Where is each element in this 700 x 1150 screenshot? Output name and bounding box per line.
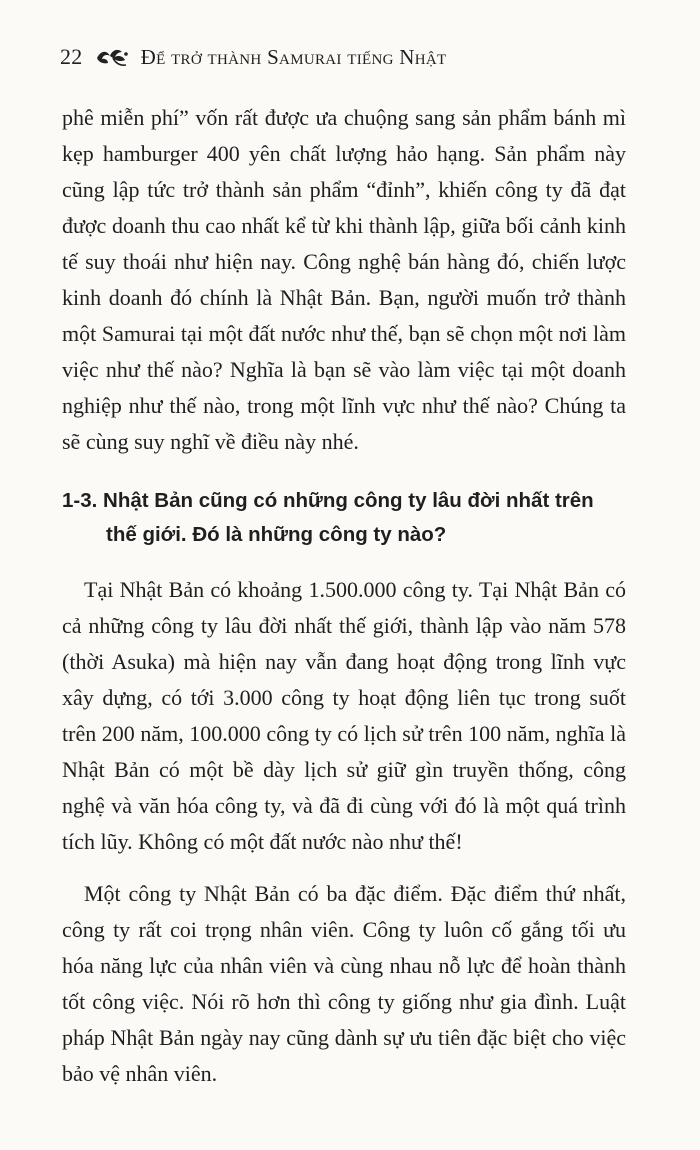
- page-content: [62, 100, 626, 1092]
- section-heading-line2: thế giới. Đó là những công ty nào?: [106, 523, 447, 546]
- floral-ornament-icon: [93, 44, 131, 70]
- section-heading: [62, 484, 626, 552]
- section-heading-line1: 1-3. Nhật Bản cũng có những công ty lâu đời nhất trên: [62, 489, 594, 512]
- intro-paragraph: phê miễn phí” vốn rất được ưa chuộng sang sản phẩm bánh mì kẹp hamburger 400 yên chất lượng hảo hạng. Sản phẩm này cũng lập tức trở thành sản phẩm “đỉnh”, khiến công ty đã đạt được doanh thu cao nhất kể từ khi thành lập, giữa bối cảnh kinh tế suy thoái như hiện nay. Công nghệ bán hàng đó, chiến lược kinh doanh đó chính là Nhật Bản. Bạn, người muốn trở thành một Samurai tại một đất nước như thế, bạn sẽ chọn một nơi làm việc như thế nào? Nghĩa là bạn sẽ vào làm việc tại một doanh nghiệp như thế nào, trong một lĩnh vực như thế nào? Chúng ta sẽ cùng suy nghĩ về điều này nhé.: [62, 105, 626, 454]
- body-paragraph-1: Tại Nhật Bản có khoảng 1.500.000 công ty. Tại Nhật Bản có cả những công ty lâu đời nhất thế giới, thành lập vào năm 578 (thời Asuka) mà hiện nay vẫn đang hoạt động trong lĩnh vực xây dựng, có tới 3.000 công ty hoạt động liên tục trong suốt trên 200 năm, 100.000 công ty có lịch sử trên 100 năm, nghĩa là Nhật Bản có một bề dày lịch sử giữ gìn truyền thống, công nghệ và văn hóa công ty, và đã đi cùng với đó là một quá trình tích lũy. Không có một đất nước nào như thế!: [62, 577, 626, 854]
- body-paragraph-2: Một công ty Nhật Bản có ba đặc điểm. Đặc điểm thứ nhất, công ty rất coi trọng nhân viên. Công ty luôn cố gắng tối ưu hóa năng lực của nhân viên và cùng nhau nỗ lực để hoàn thành tốt công việc. Nói rõ hơn thì công ty giống như gia đình. Luật pháp Nhật Bản ngày nay cũng dành sự ưu tiên đặc biệt cho việc bảo vệ nhân viên.: [62, 881, 626, 1086]
- page-number: 22: [60, 44, 83, 69]
- page-header: [60, 44, 446, 70]
- running-title: Để trở thành Samurai tiếng Nhật: [140, 44, 447, 69]
